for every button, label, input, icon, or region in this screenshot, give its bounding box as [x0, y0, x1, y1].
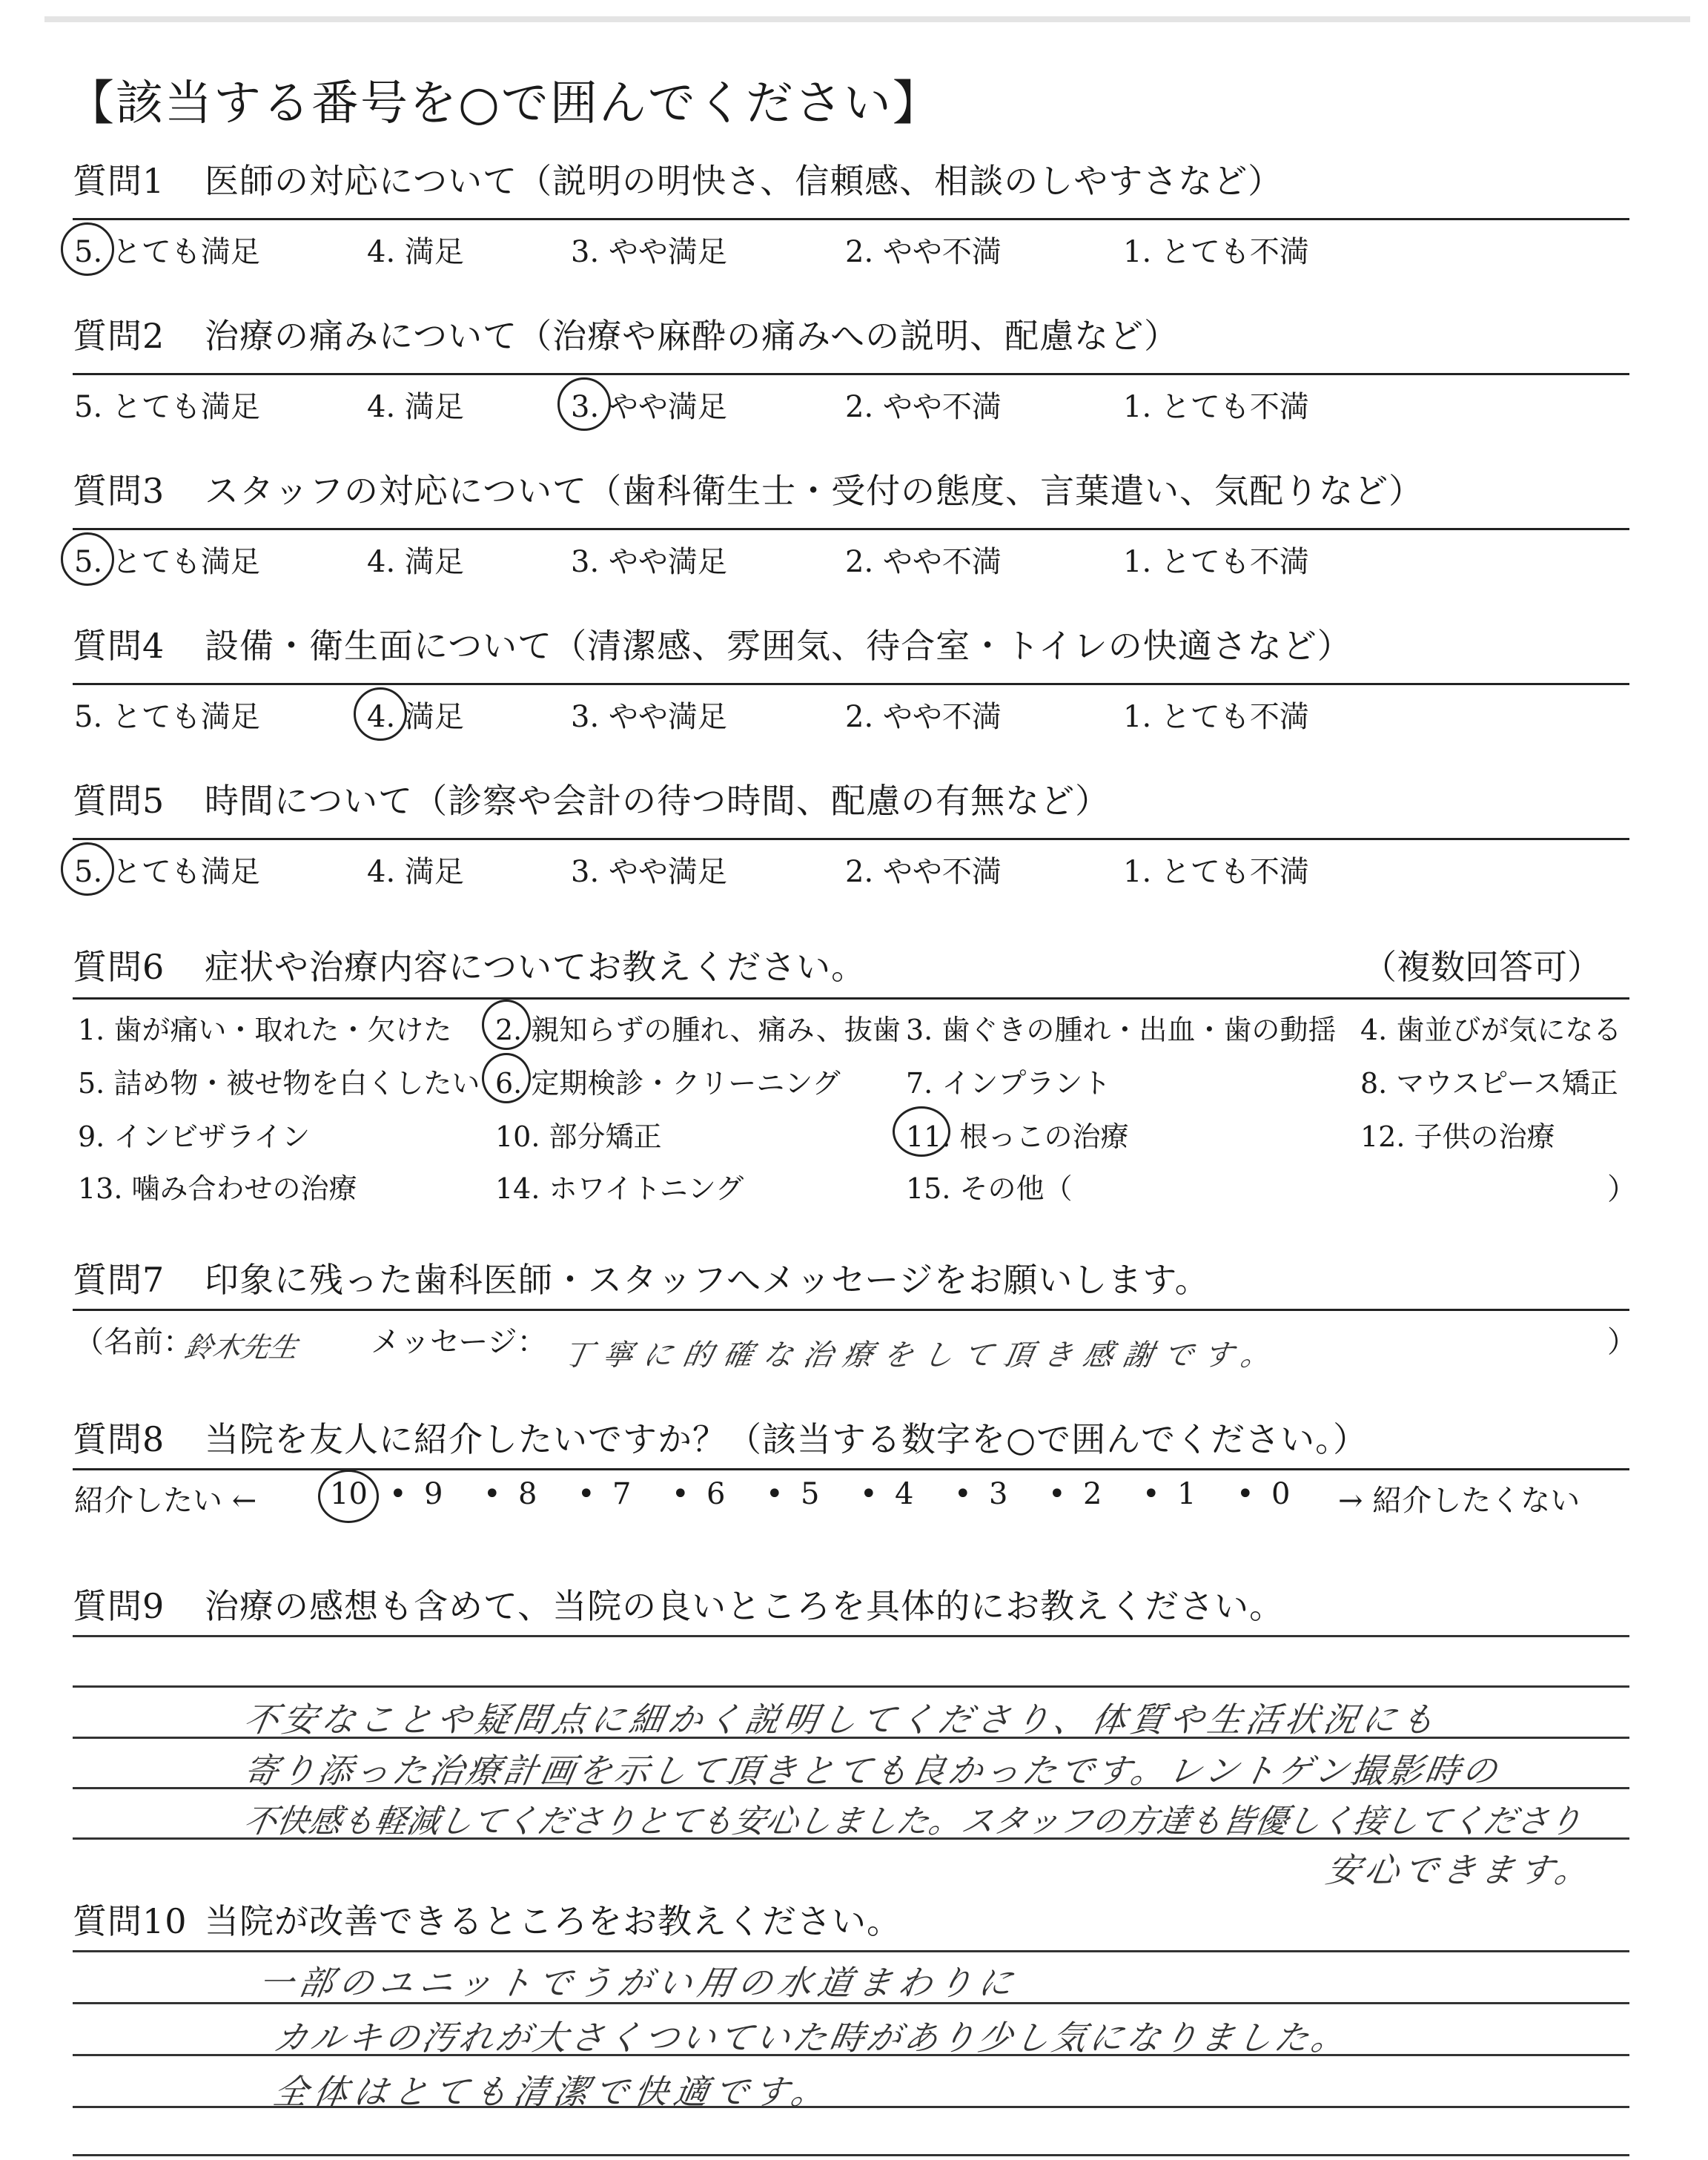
- selected-circle: [482, 1000, 531, 1050]
- question-number: 質問1: [73, 161, 165, 201]
- rating-option[interactable]: 3. やや満足: [571, 855, 727, 889]
- question-text: 印象に残った歯科医師・スタッフへメッセージをお願いします。: [205, 1260, 1210, 1300]
- rating-option[interactable]: 4. 満足: [367, 235, 464, 269]
- symptom-option[interactable]: 3. 歯ぐきの腫れ・出血・歯の動揺: [906, 1014, 1337, 1046]
- question-text: 治療の感想も含めて、当院の良いところを具体的にお教えください。: [205, 1586, 1285, 1626]
- scale-value[interactable]: 10: [330, 1477, 368, 1511]
- scale-dot: •: [766, 1477, 784, 1511]
- other-close-paren: ）: [1607, 1172, 1637, 1206]
- rating-option[interactable]: 5. とても満足: [74, 700, 260, 734]
- rating-option[interactable]: 5. とても満足: [74, 390, 260, 424]
- rating-option[interactable]: 2. やや不満: [845, 235, 1002, 269]
- rating-option[interactable]: 5. とても満足: [74, 855, 260, 889]
- scale-value[interactable]: 6: [706, 1477, 726, 1511]
- q10-answer-line: 全体はとても清潔で快適です。: [270, 2072, 835, 2112]
- scale-dot: •: [577, 1477, 595, 1511]
- scale-value[interactable]: 9: [424, 1477, 443, 1511]
- question-rule: [73, 373, 1629, 375]
- question-number: 質問3: [73, 471, 165, 511]
- scale-value[interactable]: 1: [1177, 1477, 1196, 1511]
- question-number: 質問6: [73, 947, 165, 987]
- symptom-option[interactable]: 8. マウスピース矯正: [1360, 1067, 1618, 1100]
- selected-circle: [482, 1053, 531, 1103]
- question-1-heading: [73, 154, 1629, 203]
- question-3-heading: [73, 464, 1629, 513]
- scale-value[interactable]: 4: [895, 1477, 914, 1511]
- question-number: 質問5: [73, 781, 165, 821]
- symptom-option[interactable]: 13. 噛み合わせの治療: [78, 1172, 357, 1205]
- name-handwritten: 鈴木先生: [182, 1331, 301, 1364]
- message-label: メッセージ：: [371, 1325, 547, 1359]
- symptom-option[interactable]: 1. 歯が痛い・取れた・欠けた: [78, 1014, 452, 1046]
- rating-option[interactable]: 4. 満足: [367, 390, 464, 424]
- selected-circle: [61, 532, 114, 586]
- selected-circle: [61, 222, 114, 276]
- question-10-heading: [73, 1895, 1629, 1943]
- symptom-option[interactable]: 7. インプラント: [906, 1067, 1111, 1100]
- question-text: 設備・衛生面について（清潔感、雰囲気、待合室・トイレの快適さなど）: [205, 626, 1352, 666]
- question-number: 質問7: [73, 1260, 165, 1300]
- rating-option[interactable]: 2. やや不満: [845, 545, 1002, 579]
- symptom-option[interactable]: 11. 根っこの治療: [906, 1120, 1129, 1153]
- rating-option[interactable]: 1. とても不満: [1123, 545, 1309, 579]
- question-rule: [73, 997, 1629, 1000]
- message-close-paren: ）: [1607, 1325, 1637, 1359]
- symptom-option[interactable]: 4. 歯並びが気になる: [1360, 1014, 1622, 1046]
- question-text: 時間について（診察や会計の待つ時間、配慮の有無など）: [205, 781, 1110, 821]
- question-8-heading: [73, 1413, 1629, 1462]
- scale-dot: •: [1237, 1477, 1254, 1511]
- not-recommend-label: → 紹介したくない: [1338, 1484, 1580, 1518]
- rating-option[interactable]: 4. 満足: [367, 545, 464, 579]
- question-text: 治療の痛みについて（治療や麻酔の痛みへの説明、配慮など）: [205, 316, 1179, 356]
- rating-option[interactable]: 3. やや満足: [571, 545, 727, 579]
- rating-option[interactable]: 2. やや不満: [845, 700, 1002, 734]
- symptom-option[interactable]: 12. 子供の治療: [1360, 1120, 1555, 1153]
- name-label: （名前：: [74, 1325, 193, 1359]
- rating-option[interactable]: 3. やや満足: [571, 390, 727, 424]
- page-title: 【該当する番号を○で囲んでください】: [67, 76, 941, 131]
- question-number: 質問8: [73, 1419, 165, 1459]
- rating-option[interactable]: 1. とても不満: [1123, 390, 1309, 424]
- rating-option[interactable]: 5. とても満足: [74, 235, 260, 269]
- scale-dot: •: [672, 1477, 689, 1511]
- question-number: 質問10: [73, 1901, 188, 1941]
- question-rule: [73, 218, 1629, 220]
- question-text: 当院が改善できるところをお教えください。: [205, 1901, 901, 1941]
- question-number: 質問2: [73, 316, 165, 356]
- rating-option[interactable]: 3. やや満足: [571, 700, 727, 734]
- rating-option[interactable]: 1. とても不満: [1123, 235, 1309, 269]
- question-rule: [73, 683, 1629, 685]
- scale-dot: •: [389, 1477, 407, 1511]
- selected-circle: [61, 842, 114, 896]
- scale-value[interactable]: 7: [612, 1477, 632, 1511]
- question-9-heading: [73, 1579, 1629, 1628]
- scale-dot: •: [1142, 1477, 1160, 1511]
- scale-value[interactable]: 0: [1271, 1477, 1291, 1511]
- answer-line: [73, 1635, 1629, 1637]
- rating-option[interactable]: 2. やや不満: [845, 390, 1002, 424]
- rating-option[interactable]: 3. やや満足: [571, 235, 727, 269]
- symptom-option[interactable]: 2. 親知らずの腫れ、痛み、抜歯: [495, 1014, 901, 1046]
- selected-circle: [354, 687, 407, 741]
- selected-circle: [318, 1470, 379, 1523]
- question-4-heading: [73, 619, 1629, 668]
- question-rule: [73, 1468, 1629, 1470]
- scale-dot: •: [483, 1477, 501, 1511]
- symptom-option[interactable]: 6. 定期検診・クリーニング: [495, 1067, 841, 1100]
- multiple-answers-note: （複数回答可）: [1363, 947, 1601, 987]
- scale-dot: •: [860, 1477, 878, 1511]
- scale-value[interactable]: 5: [801, 1477, 820, 1511]
- q10-answer-line: カルキの汚れが大さくついていた時があり少し気になりました。: [270, 2018, 1353, 2058]
- symptom-option[interactable]: 10. 部分矯正: [495, 1120, 662, 1153]
- question-text: 症状や治療内容についてお教えください。: [205, 947, 867, 987]
- scale-value[interactable]: 8: [518, 1477, 537, 1511]
- selected-circle: [557, 377, 611, 431]
- question-rule: [73, 1309, 1629, 1311]
- question-rule: [73, 528, 1629, 530]
- answer-line: [73, 2154, 1629, 2156]
- answer-line: [73, 1685, 1629, 1688]
- scale-dot: •: [1048, 1477, 1066, 1511]
- scale-value[interactable]: 2: [1083, 1477, 1102, 1511]
- question-number: 質問4: [73, 626, 165, 666]
- recommend-label: 紹介したい ←: [74, 1484, 257, 1518]
- symptom-option[interactable]: 5. 詰め物・被せ物を白くしたい: [78, 1067, 480, 1100]
- symptom-option[interactable]: 14. ホワイトニング: [495, 1172, 744, 1205]
- rating-option[interactable]: 2. やや不満: [845, 855, 1002, 889]
- question-text: 医師の対応について（説明の明快さ、信頼感、相談のしやすさなど）: [205, 161, 1283, 201]
- rating-option[interactable]: 1. とても不満: [1123, 700, 1309, 734]
- selected-circle: [893, 1106, 950, 1157]
- symptom-option[interactable]: 15. その他（: [906, 1172, 1073, 1205]
- question-rule: [73, 838, 1629, 840]
- symptom-option[interactable]: 9. インビザライン: [78, 1120, 311, 1153]
- message-handwritten: 丁寧に的確な治療をして頂き感謝です。: [560, 1338, 1285, 1373]
- question-2-heading: [73, 309, 1629, 358]
- question-7-heading: [73, 1253, 1629, 1302]
- rating-option[interactable]: 5. とても満足: [74, 545, 260, 579]
- q10-answer-line: 一部のユニットでうがい用の水道まわりに: [255, 1963, 1022, 2003]
- q9-answer-line: 不快感も軽減してくださりとても安心しました。スタッフの方達も皆優しく接してくださり: [240, 1803, 1585, 1840]
- rating-option[interactable]: 4. 満足: [367, 855, 464, 889]
- q9-answer-line: 寄り添った治療計画を示して頂きとても良かったです。レントゲン撮影時の: [240, 1751, 1503, 1791]
- rating-option[interactable]: 1. とても不満: [1123, 855, 1309, 889]
- scale-value[interactable]: 3: [989, 1477, 1008, 1511]
- q9-answer-line: 安心できます。: [1323, 1850, 1598, 1890]
- question-number: 質問9: [73, 1586, 165, 1626]
- rating-option[interactable]: 4. 満足: [367, 700, 464, 734]
- q9-answer-line: 不安なことや疑問点に細かく説明してくださり、体質や生活状況にも: [240, 1700, 1443, 1740]
- answer-line: [73, 1950, 1629, 1952]
- scale-dot: •: [954, 1477, 972, 1511]
- question-5-heading: [73, 774, 1629, 823]
- question-text: 当院を友人に紹介したいですか？（該当する数字を○で囲んでください。）: [205, 1419, 1368, 1459]
- question-text: スタッフの対応について（歯科衛生士・受付の態度、言葉遣い、気配りなど）: [205, 471, 1424, 511]
- top-border: [44, 16, 1690, 22]
